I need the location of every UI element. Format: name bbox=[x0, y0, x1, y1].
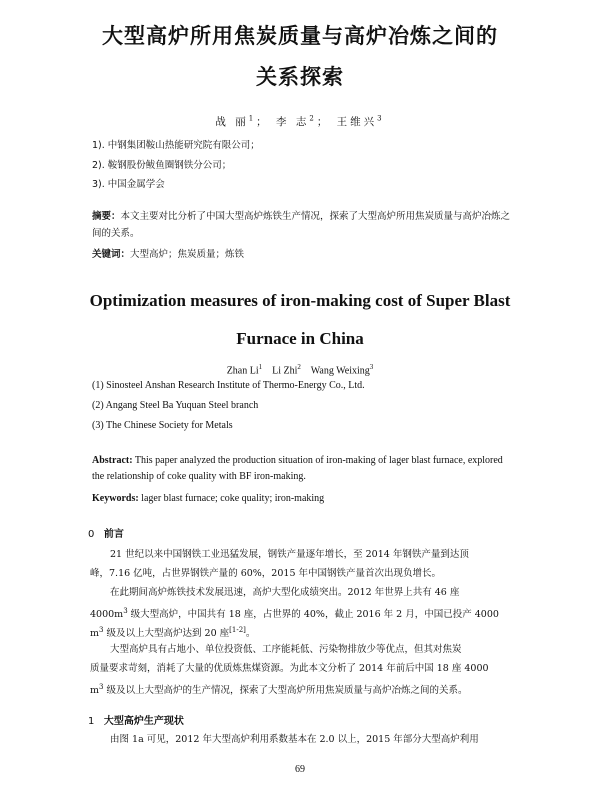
english-authors: Zhan Li$^1$ Li Zhi$^2$ Wang Weixing$^3$ bbox=[226, 363, 374, 377]
body-line: 大型高炉具有占地小、单位投资低、工序能耗低、污染物排放少等优点，但其对焦炭 bbox=[110, 644, 462, 655]
body-line: 由图 1a 可见，2012 年大型高炉利用系数基本在 2.0 以上，2015 年部分大型高炉利用 bbox=[110, 734, 479, 745]
affiliation-cn-1: 1). 中钢集团鞍山热能研究院有限公司； bbox=[92, 140, 260, 151]
abstract-en-label: Abstract: bbox=[92, 455, 133, 466]
body-line: 峰，7.16 亿吨，占世界钢铁产量的 60%，2015 年中国钢铁产量首次出现负增长。 bbox=[90, 568, 442, 579]
abstract-cn-text: 本文主要对比分析了中国大型高炉炼铁生产情况，探索了大型高炉所用焦炭质量与高炉冶炼之间的关系。 bbox=[92, 211, 511, 239]
english-title-line-1: Optimization measures of iron-making cost of Super Blast bbox=[89, 291, 511, 310]
page-number: 69 bbox=[295, 764, 305, 775]
keywords-cn bbox=[92, 246, 512, 263]
chinese-title-line-2: 关系探索 bbox=[256, 65, 344, 89]
keywords-en-text: lager blast furnace; coke quality; iron-making bbox=[141, 493, 325, 504]
body-line: 质量要求苛刻，消耗了大量的优质炼焦煤资源。为此本文分析了 2014 年前后中国 18 座 4000 bbox=[90, 663, 489, 674]
body-line: $4000m^3$ 级大型高炉，中国共有 18 座，占世界的 40%，截止 2016 年 2 月，中国已投产 4000 bbox=[90, 607, 499, 621]
author-1: 战 丽 bbox=[215, 116, 249, 128]
body-line: 在此期间高炉炼铁技术发展迅速，高炉大型化成绩突出。2012 年世界上共有 46 座 bbox=[110, 587, 460, 598]
citation: [1-2] bbox=[229, 626, 246, 634]
affiliation-en-2: (2) Angang Steel Ba Yuquan Steel branch bbox=[92, 400, 259, 411]
author-3: 王维兴 bbox=[336, 116, 378, 128]
affiliation-cn-3: 3). 中国金属学会 bbox=[92, 179, 165, 190]
abstract-en-text: This paper analyzed the production situation of iron-making of lager blast furnace, explored the relationship of coke quality with BF iron-making. bbox=[92, 455, 503, 482]
chinese-authors: 战 丽$^1$； 李 志$^2$； 王维兴$^3$ bbox=[215, 114, 385, 128]
affiliation-en-3: (3) The Chinese Society for Metals bbox=[92, 420, 233, 431]
body-line: 21 世纪以来中国钢铁工业迅猛发展，钢铁产量逐年增长，至 2014 年钢铁产量到达顶 bbox=[110, 549, 469, 560]
body-line: $m^3$ 级及以上大型高炉达到 20 座[1-2]。 bbox=[90, 626, 256, 640]
body-line: $m^3$ 级及以上大型高炉的生产情况，探索了大型高炉所用焦炭质量与高炉冶炼之间的关系。 bbox=[90, 683, 468, 697]
english-title-line-2: Furnace in China bbox=[236, 329, 364, 348]
affiliation-cn-2: 2). 鞍钢股份鲅鱼圈钢铁分公司； bbox=[92, 160, 232, 171]
author-2: 李 志 bbox=[276, 116, 310, 128]
abstract-cn bbox=[92, 208, 512, 242]
section-1-heading: 1 大型高炉生产现状 bbox=[88, 716, 184, 727]
chinese-title-line-1: 大型高炉所用焦炭质量与高炉冶炼之间的 bbox=[102, 24, 498, 48]
section-0-heading: 0 前言 bbox=[88, 529, 124, 540]
keywords-en bbox=[92, 491, 512, 507]
affiliation-en-1: (1) Sinosteel Anshan Research Institute of Thermo-Energy Co., Ltd. bbox=[92, 380, 365, 391]
abstract-en bbox=[92, 453, 512, 485]
keywords-cn-text: 大型高炉；焦炭质量；炼铁 bbox=[130, 249, 245, 260]
abstract-cn-label: 摘要： bbox=[92, 211, 121, 222]
keywords-en-label: Keywords: bbox=[92, 493, 139, 504]
keywords-cn-label: 关键词： bbox=[92, 249, 131, 260]
